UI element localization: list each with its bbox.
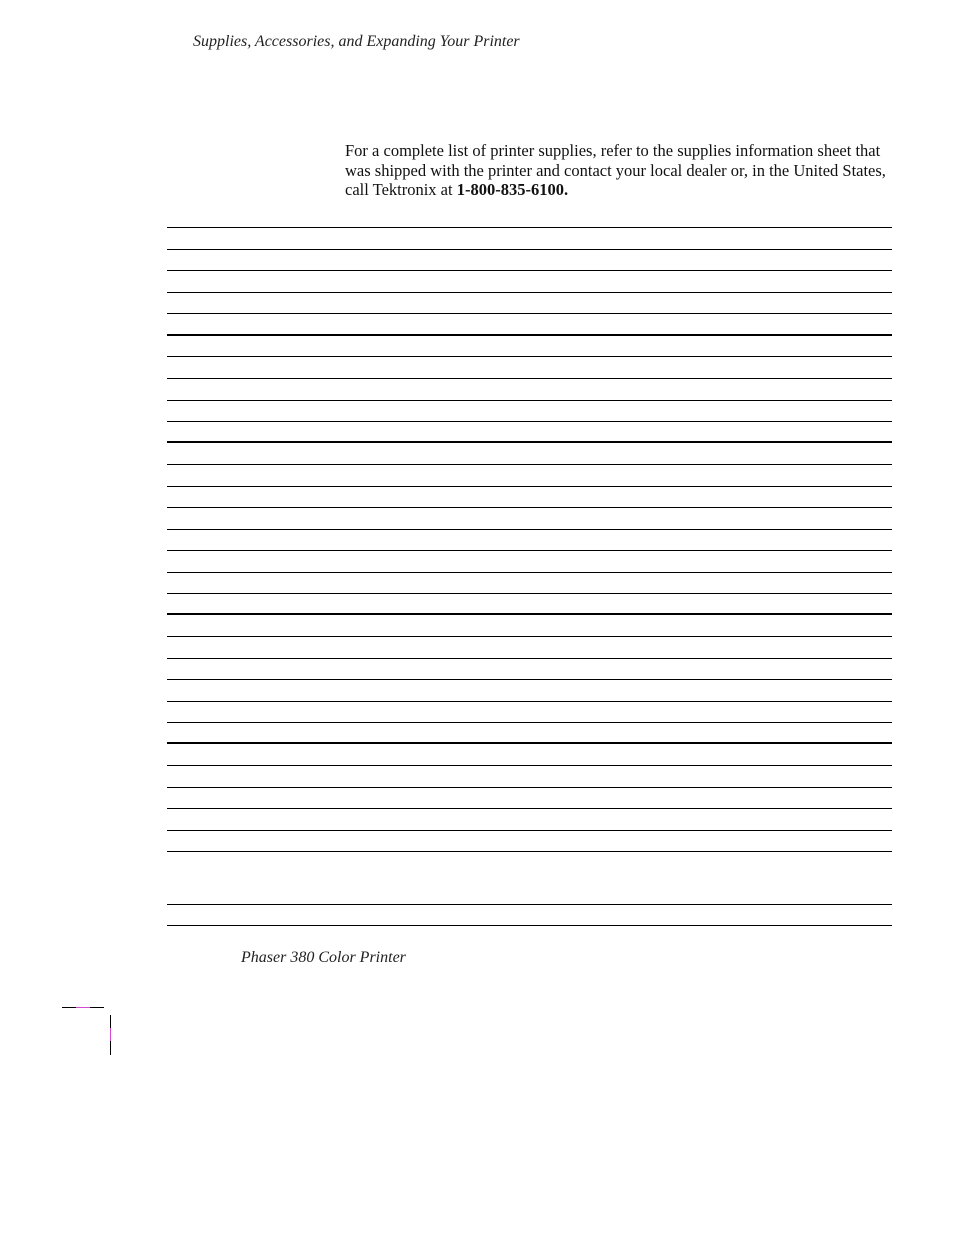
table-rule bbox=[167, 507, 892, 508]
table-rule bbox=[167, 722, 892, 723]
table-rule bbox=[167, 679, 892, 680]
table-rule bbox=[167, 925, 892, 926]
table-rule bbox=[167, 378, 892, 379]
phone-number: 1-800-835-6100. bbox=[456, 180, 569, 199]
table-section-rule bbox=[167, 613, 892, 615]
crop-mark bbox=[90, 1007, 104, 1008]
table-rule bbox=[167, 904, 892, 905]
supplies-table bbox=[167, 0, 892, 1235]
crop-mark bbox=[62, 1007, 76, 1008]
crop-mark bbox=[76, 1007, 90, 1008]
running-footer: Phaser 380 Color Printer bbox=[241, 949, 406, 966]
table-rule bbox=[167, 356, 892, 357]
intro-text: For a complete list of printer supplies, refer to the supplies information sheet that was shipped with the printer and contact your local dealer or, in the United States, call Tektronix at bbox=[345, 141, 886, 199]
table-rule bbox=[167, 421, 892, 422]
table-rule bbox=[167, 593, 892, 594]
table-rule bbox=[167, 400, 892, 401]
table-rule bbox=[167, 787, 892, 788]
crop-mark bbox=[110, 1028, 111, 1041]
table-rule bbox=[167, 529, 892, 530]
table-rule bbox=[167, 808, 892, 809]
table-rule bbox=[167, 658, 892, 659]
table-rule bbox=[167, 701, 892, 702]
crop-mark bbox=[110, 1041, 111, 1055]
table-rule bbox=[167, 292, 892, 293]
table-rule bbox=[167, 249, 892, 250]
table-rule bbox=[167, 572, 892, 573]
table-section-rule bbox=[167, 742, 892, 744]
table-rule bbox=[167, 227, 892, 228]
table-rule bbox=[167, 270, 892, 271]
table-rule bbox=[167, 851, 892, 852]
table-rule bbox=[167, 486, 892, 487]
table-rule bbox=[167, 830, 892, 831]
table-rule bbox=[167, 765, 892, 766]
table-rule bbox=[167, 464, 892, 465]
table-rule bbox=[167, 550, 892, 551]
table-section-rule bbox=[167, 334, 892, 336]
running-header: Supplies, Accessories, and Expanding Your Printer bbox=[193, 33, 520, 50]
table-section-rule bbox=[167, 441, 892, 443]
table-rule bbox=[167, 636, 892, 637]
crop-mark bbox=[110, 1015, 111, 1028]
table-rule bbox=[167, 313, 892, 314]
